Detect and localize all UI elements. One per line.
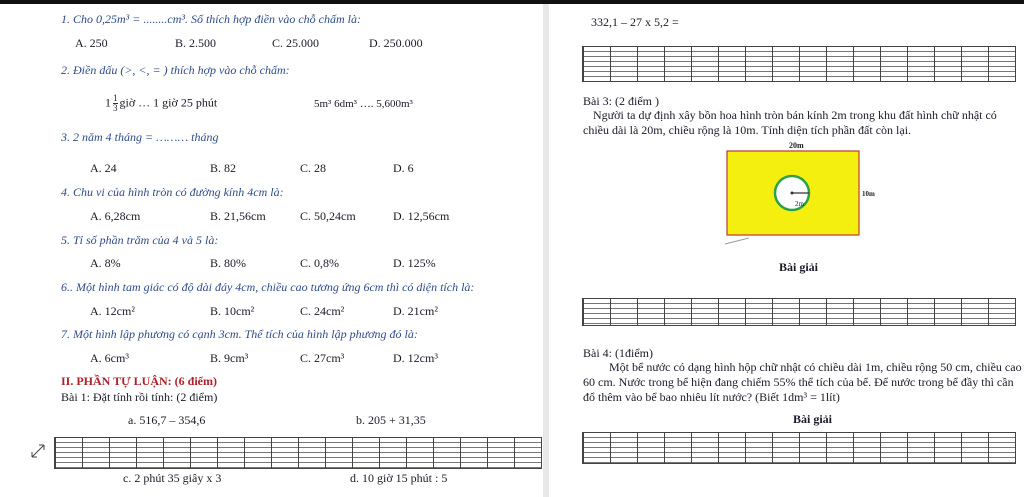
q6-option-b: B. 10cm² bbox=[210, 304, 255, 318]
q3-option-c: C. 28 bbox=[300, 161, 327, 175]
q5-text: 5. Tỉ số phần trăm của 4 và 5 là: bbox=[61, 233, 219, 247]
q2-item1-whole: 1 bbox=[105, 95, 111, 110]
q4-option-b: B. 21,56cm bbox=[210, 209, 266, 223]
bai4-writing-grid bbox=[582, 432, 1016, 464]
q7-text: 7. Một hình lập phương có cạnh 3cm. Thể tích của hình lập phương đó là: bbox=[61, 327, 418, 341]
bai1-writing-grid bbox=[54, 437, 542, 469]
q4-option-d: D. 12,56cm bbox=[393, 209, 450, 223]
q2-text: 2. Điền dấu (>, <, = ) thích hợp vào chỗ chấm: bbox=[61, 63, 290, 77]
q4-option-a: A. 6,28cm bbox=[90, 209, 141, 223]
q6-option-c: C. 24cm² bbox=[300, 304, 345, 318]
bai4-solution-heading: Bài giải bbox=[793, 412, 833, 426]
bai1-a: a. 516,7 – 354,6 bbox=[128, 413, 206, 427]
figure-radius-label: 2m bbox=[795, 200, 804, 208]
left-page bbox=[0, 4, 543, 497]
q3-option-a: A. 24 bbox=[90, 161, 117, 175]
figure-top-label: 20m bbox=[789, 141, 804, 150]
q3-text: 3. 2 năm 4 tháng = ……… tháng bbox=[61, 130, 219, 144]
bai1-title: Bài 1: Đặt tính rồi tính: (2 điểm) bbox=[61, 390, 218, 404]
q2-item1 bbox=[105, 94, 217, 113]
q4-option-c: C. 50,24cm bbox=[300, 209, 356, 223]
q5-option-d: D. 125% bbox=[393, 256, 436, 270]
q7-option-c: C. 27cm³ bbox=[300, 351, 345, 365]
q5-option-b: B. 80% bbox=[210, 256, 246, 270]
q3-option-b: B. 82 bbox=[210, 161, 237, 175]
bai4-line3: đổ thêm vào bể bao nhiêu lít nước? (Biết 1dm³ = 1lít) bbox=[583, 390, 840, 404]
q2-item1-denominator: 3 bbox=[113, 103, 118, 113]
q1-option-d: D. 250.000 bbox=[369, 36, 423, 50]
garden-figure bbox=[719, 136, 879, 248]
q2-item1-rest: giờ … 1 giờ 25 phút bbox=[119, 95, 218, 110]
bai3-title: Bài 3: (2 điểm ) bbox=[583, 94, 659, 108]
q5-option-c: C. 0,8% bbox=[300, 256, 339, 270]
bai3-line1: Người ta dự định xây bồn hoa hình tròn bán kính 2m trong khu đất hình chữ nhật có bbox=[593, 108, 997, 122]
bai4-title: Bài 4: (1điểm) bbox=[583, 346, 653, 360]
q6-option-d: D. 21cm² bbox=[393, 304, 438, 318]
bai3-solution-heading: Bài giải bbox=[779, 260, 819, 274]
bai1-d: d. 10 giờ 15 phút : 5 bbox=[350, 471, 448, 485]
q7-option-a: A. 6cm³ bbox=[90, 351, 129, 365]
bai3-line2: chiều dài là 20m, chiều rộng là 10m. Tính diện tích phần đất còn lại. bbox=[583, 123, 912, 137]
q1-option-c: C. 25.000 bbox=[272, 36, 320, 50]
q6-text: 6.. Một hình tam giác có độ dài đáy 4cm, chiều cao tương ứng 6cm thì có diện tích là: bbox=[61, 280, 475, 294]
bai1-c: c. 2 phút 35 giây x 3 bbox=[123, 471, 222, 485]
q2-item1-numerator: 1 bbox=[113, 93, 118, 103]
bai3-writing-grid bbox=[582, 298, 1016, 326]
figure-side-label: 10m bbox=[862, 190, 875, 198]
q2-item2: 5m³ 6dm³ …. 5,600m³ bbox=[314, 98, 413, 110]
q1-option-b: B. 2.500 bbox=[175, 36, 217, 50]
bai1-b: b. 205 + 31,35 bbox=[356, 413, 426, 427]
q5-option-a: A. 8% bbox=[90, 256, 121, 270]
bai4-line2: 60 cm. Nước trong bể hiện đang chiếm 55% thể tích của bể. Để nước trong bể đầy thì cần bbox=[583, 375, 1014, 389]
q7-option-d: D. 12cm³ bbox=[393, 351, 438, 365]
bai4-line1: Một bể nước có dạng hình hộp chữ nhật có chiều dài 1m, chiều rộng 50 cm, chiều cao bbox=[609, 360, 1022, 374]
q6-option-a: A. 12cm² bbox=[90, 304, 135, 318]
radius-center-dot bbox=[791, 192, 794, 195]
q7-option-b: B. 9cm³ bbox=[210, 351, 249, 365]
right-page bbox=[549, 4, 1024, 497]
figure-smudge bbox=[725, 238, 749, 244]
part2-title: II. PHẦN TỰ LUẬN: (6 điểm) bbox=[61, 374, 217, 388]
q2-item1-fraction bbox=[113, 94, 118, 113]
q4-text: 4. Chu vi của hình tròn có đường kính 4cm là: bbox=[61, 185, 284, 199]
q1-text: 1. Cho 0,25m³ = ........cm³. Số thích hợp điền vào chỗ chấm là: bbox=[61, 12, 361, 26]
calc-writing-grid bbox=[582, 46, 1016, 82]
q1-option-a: A. 250 bbox=[75, 36, 108, 50]
calc-expression: 332,1 – 27 x 5,2 = bbox=[591, 15, 679, 29]
q3-option-d: D. 6 bbox=[393, 161, 414, 175]
resize-arrow-icon[interactable] bbox=[31, 444, 45, 458]
